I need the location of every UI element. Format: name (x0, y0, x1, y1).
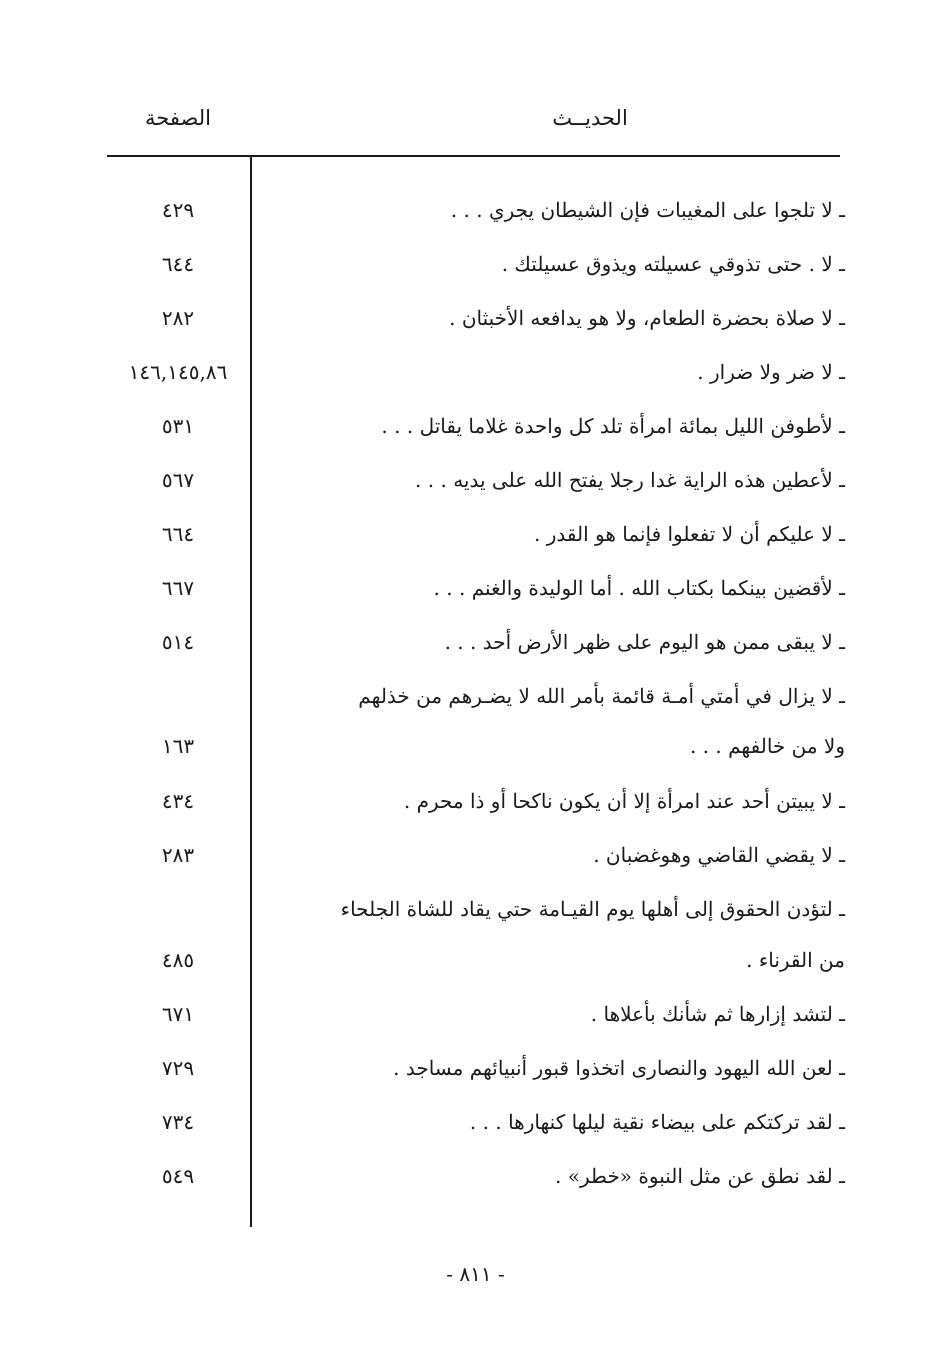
hadith-text-continuation: ولا من خالفهم . . . (689, 734, 845, 758)
column-divider (250, 155, 252, 1227)
page-number: - ٨١١ - (446, 1262, 505, 1286)
hadith-text: ـ لأعطين هذه الراية غدا رجلا يفتح الله على يديه . . . (415, 468, 845, 492)
hadith-text: ـ لا يقضي القاضي وهوغضبان . (593, 843, 845, 867)
hadith-text: ـ لا يبقى ممن هو اليوم على ظهر الأرض أحد . . . (444, 630, 845, 654)
page-ref: ١٦٣ (161, 734, 195, 758)
hadith-text-continuation: من القرناء . (746, 948, 845, 972)
page-ref: ٥٦٧ (161, 468, 195, 492)
page-ref (108, 676, 248, 716)
hadith-text: ـ لا يبيتن أحد عند امرأة إلا أن يكون ناكحا أو ذا محرم . (403, 789, 845, 813)
page-ref: ٧٢٩ (161, 1056, 195, 1080)
hadith-column-header: الحديــث (552, 106, 628, 130)
page-ref: ٥٣١ (161, 414, 195, 438)
page-ref: ٤٣٤ (161, 789, 195, 813)
hadith-text: ـ لا تلجوا على المغيبات فإن الشيطان يجري . . . (450, 198, 845, 222)
page-ref (108, 889, 248, 929)
hadith-text: ـ لقد تركتكم على بيضاء نقية ليلها كنهارها . . . (469, 1110, 845, 1134)
page-ref: ٦٦٤ (161, 522, 195, 546)
page-ref: ٤٢٩ (161, 198, 195, 222)
page-ref: ٢٨٣ (161, 843, 195, 867)
page-ref: ٥٤٩ (161, 1164, 195, 1188)
page-ref: ٧٣٤ (161, 1110, 195, 1134)
page-ref: ٦٤٤ (161, 252, 195, 276)
hadith-text: ـ لا . حتى تذوقي عسيلته ويذوق عسيلتك . (501, 252, 845, 276)
page-column-header: الصفحة (145, 106, 211, 130)
hadith-text: ـ لعن الله اليهود والنصارى اتخذوا قبور أنبيائهم مساجد . (393, 1056, 845, 1080)
page-ref: ٥١٤ (161, 630, 195, 654)
page-ref: ٢٨٢ (161, 306, 195, 330)
hadith-text: ـ لأقضين بينكما بكتاب الله . أما الوليدة والغنم . . . (433, 576, 845, 600)
hadith-text: ـ لتؤدن الحقوق إلى أهلها يوم القيـامة حتي يقاد للشاة الجلحاء (340, 897, 845, 921)
hadith-text: ـ لقد نطق عن مثل النبوة «خطر» . (555, 1164, 845, 1188)
page-ref: ١٤٦,١٤٥,٨٦ (128, 360, 228, 384)
hadith-text: ـ لا يزال في أمتي أمـة قائمة بأمر الله لا يضـرهم من خذلهم (358, 684, 845, 708)
header-divider (107, 155, 840, 157)
hadith-text: ـ لا ضر ولا ضرار . (697, 360, 845, 384)
page-ref: ٦٧١ (161, 1002, 195, 1026)
hadith-text: ـ لأطوفن الليل بمائة امرأة تلد كل واحدة غلاما يقاتل . . . (381, 414, 845, 438)
hadith-text: ـ لا صلاة بحضرة الطعام، ولا هو يدافعه الأخبثان . (449, 306, 845, 330)
hadith-text: ـ لتشد إزارها ثم شأنك بأعلاها . (590, 1002, 845, 1026)
hadith-text: ـ لا عليكم أن لا تفعلوا فإنما هو القدر . (534, 522, 845, 546)
page-ref: ٦٦٧ (161, 576, 195, 600)
page-ref: ٤٨٥ (161, 948, 195, 972)
